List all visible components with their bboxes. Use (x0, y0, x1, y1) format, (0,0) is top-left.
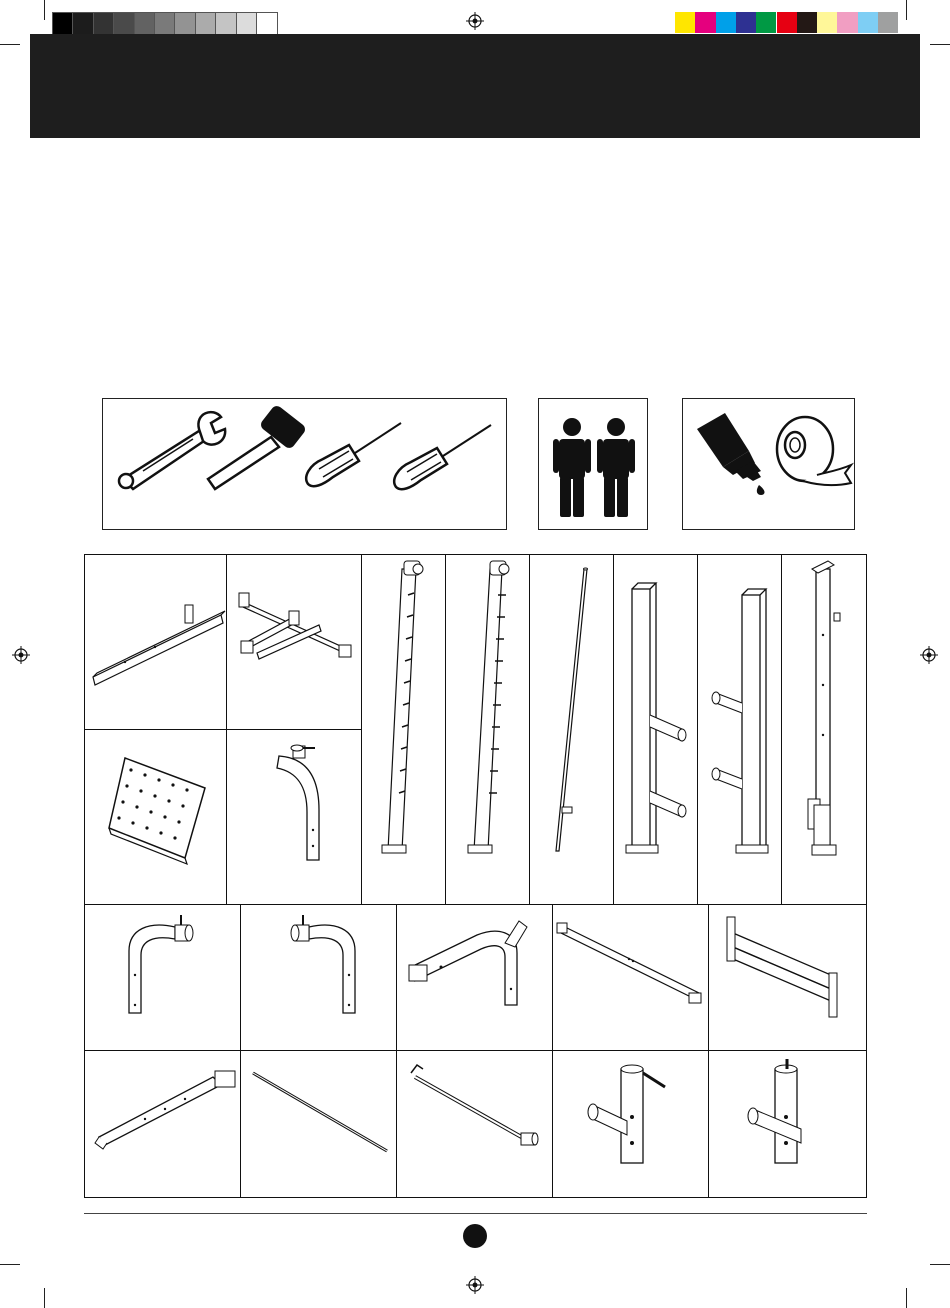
part-cell-plate-storage-post-right (697, 554, 783, 906)
crossbar-tube-icon (85, 555, 228, 731)
crop-mark (44, 0, 45, 20)
curved-arm-icon (227, 730, 363, 906)
person-icon (553, 418, 591, 517)
color-swatch (736, 12, 756, 33)
gray-swatch (195, 12, 217, 35)
two-person-icons (539, 399, 649, 531)
part-cell-thin-rod (240, 1050, 398, 1198)
gray-swatch (236, 12, 258, 35)
part-cell-pivot-sleeve-left (552, 1050, 710, 1198)
crop-mark (0, 44, 20, 45)
crop-mark (0, 1264, 20, 1265)
hooked-rod-icon (397, 1051, 554, 1198)
pivot-sleeve-right-icon (709, 1051, 867, 1198)
tape-roll-icon (777, 417, 851, 485)
gray-swatch (93, 12, 115, 35)
tools-box (102, 398, 507, 530)
person-icon (597, 418, 635, 517)
bracket-bar-icon (709, 905, 867, 1052)
upright-hook-post-right-icon (446, 555, 531, 906)
part-cell-lever-arm (84, 1050, 242, 1198)
arch-tube-right-icon (241, 905, 398, 1052)
registration-mark-icon (466, 1276, 484, 1294)
part-cell-long-crossbar (552, 904, 710, 1052)
gray-swatch (215, 12, 237, 35)
gray-swatch (134, 12, 156, 35)
part-cell-perforated-plate (84, 729, 228, 906)
color-swatch (675, 12, 695, 33)
angled-arm-frame-icon (397, 905, 554, 1052)
long-crossbar-icon (553, 905, 710, 1052)
registration-mark-icon (466, 12, 484, 30)
part-cell-arch-tube-left (84, 904, 242, 1052)
people-box (538, 398, 648, 530)
part-cell-pivot-sleeve-right (708, 1050, 867, 1198)
crop-mark (906, 1288, 907, 1308)
part-cell-upright-hook-post-left (361, 554, 447, 906)
color-swatch (858, 12, 878, 33)
plate-storage-post-right-icon (698, 555, 783, 906)
crop-mark (930, 1264, 950, 1265)
page-number-badge (463, 1224, 487, 1248)
plate-storage-post-left-icon (614, 555, 699, 906)
header-band (30, 34, 920, 138)
part-cell-arch-tube-right (240, 904, 398, 1052)
color-swatch (817, 12, 837, 33)
gray-swatch (256, 12, 278, 35)
flathead-screwdriver-icon (306, 423, 401, 486)
guide-rod-icon (530, 555, 615, 906)
gray-swatch (113, 12, 135, 35)
thin-rod-icon (241, 1051, 398, 1198)
supplies-box (682, 398, 855, 530)
registration-mark-icon (920, 646, 938, 664)
gray-swatch (72, 12, 94, 35)
lubricant-bottle-icon (697, 413, 765, 495)
part-cell-guide-rod (529, 554, 615, 906)
part-cell-angled-arm-frame (396, 904, 554, 1052)
color-swatch (837, 12, 857, 33)
gray-swatch (154, 12, 176, 35)
color-swatch (777, 12, 797, 33)
upright-hook-post-left-icon (362, 555, 447, 906)
part-cell-crossbar-tube (84, 554, 228, 731)
parts-grid (84, 554, 867, 1198)
supplies-icons (683, 399, 856, 531)
crop-mark (906, 0, 907, 20)
part-cell-hooked-rod (396, 1050, 554, 1198)
perforated-plate-icon (85, 730, 228, 906)
part-cell-base-frame (226, 554, 363, 731)
base-frame-icon (227, 555, 363, 731)
part-cell-safety-upright (781, 554, 867, 906)
crop-mark (44, 1288, 45, 1308)
safety-upright-icon (782, 555, 867, 906)
color-swatch (797, 12, 817, 33)
color-swatch (756, 12, 776, 33)
color-swatch (716, 12, 736, 33)
part-cell-curved-arm (226, 729, 363, 906)
tools-required-icons (103, 399, 508, 531)
color-swatch (878, 12, 898, 33)
phillips-screwdriver-icon (394, 425, 491, 489)
lever-arm-icon (85, 1051, 242, 1198)
crop-mark (930, 44, 950, 45)
registration-mark-icon (12, 646, 30, 664)
part-cell-upright-hook-post-right (445, 554, 531, 906)
arch-tube-left-icon (85, 905, 242, 1052)
color-swatch (695, 12, 715, 33)
gray-swatch (174, 12, 196, 35)
pivot-sleeve-left-icon (553, 1051, 710, 1198)
rubber-mallet-icon (208, 404, 307, 489)
footer-divider (84, 1213, 867, 1214)
gray-swatch (52, 12, 74, 35)
part-cell-plate-storage-post-left (613, 554, 699, 906)
part-cell-bracket-bar (708, 904, 867, 1052)
